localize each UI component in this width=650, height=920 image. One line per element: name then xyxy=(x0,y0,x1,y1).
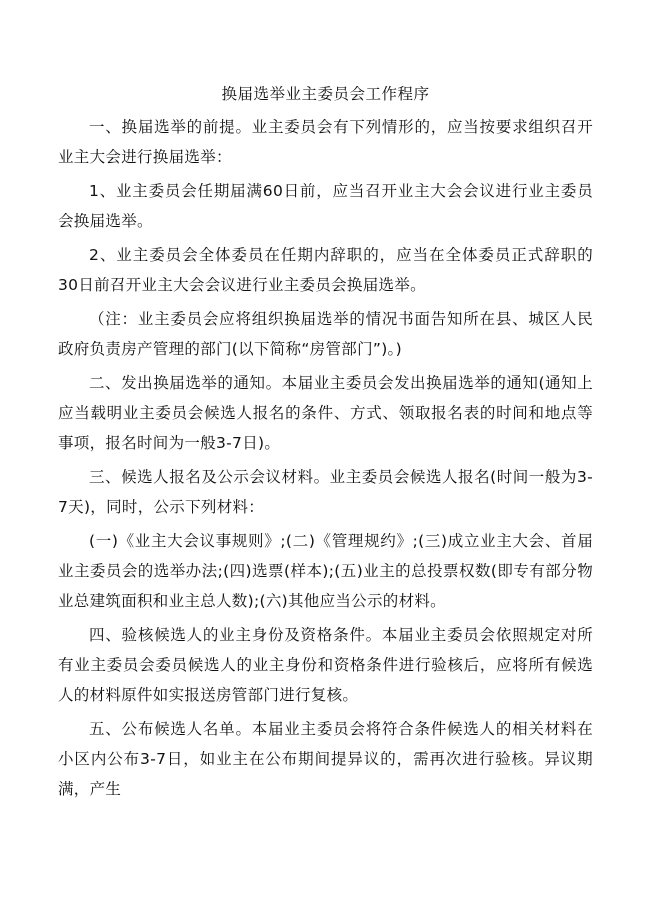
paragraph-5-notice: 二、发出换届选举的通知。本届业主委员会发出换届选举的通知(通知上应当载明业主委员会候选人报名的条件、方式、领取报名表的时间和地点等事项，报名时间为一般3-7日)。 xyxy=(58,374,593,452)
paragraph-7-materials: (一)《业主大会议事规则》;(二)《管理规约》;(三)成立业主大会、首届业主委员会的选举办法;(四)选票(样本);(五)业主的总投票权数(即专有部分物业总建筑面积和业主总人数);(六)其他应当公示的材料。 xyxy=(58,532,593,610)
paragraph-2-term-expiry: 1、业主委员会任期届满60日前，应当召开业主大会会议进行业主委员会换届选举。 xyxy=(58,182,593,230)
paragraph-6-registration: 三、候选人报名及公示会议材料。业主委员会候选人报名(时间一般为3-7天)，同时，公示下列材料： xyxy=(58,468,593,516)
paragraph-4-note: （注：业主委员会应将组织换届选举的情况书面告知所在县、城区人民政府负责房产管理的部门(以下简称“房管部门”)。) xyxy=(58,310,593,358)
document-title: 换届选举业主委员会工作程序 xyxy=(221,85,430,103)
paragraph-3-resignation: 2、业主委员会全体委员在任期内辞职的，应当在全体委员正式辞职的30日前召开业主大会会议进行业主委员会换届选举。 xyxy=(58,246,593,294)
paragraph-1-premise: 一、换届选举的前提。业主委员会有下列情形的，应当按要求组织召开业主大会进行换届选举： xyxy=(58,118,593,166)
paragraph-8-verification: 四、验核候选人的业主身份及资格条件。本届业主委员会依照规定对所有业主委员会委员候选人的业主身份和资格条件进行验核后，应将所有候选人的材料原件如实报送房管部门进行复核。 xyxy=(58,626,593,704)
paragraph-9-publish-candidates: 五、公布候选人名单。本届业主委员会将符合条件候选人的相关材料在小区内公布3-7日，如业主在公布期间提异议的，需再次进行验核。异议期满，产生 xyxy=(58,720,593,798)
